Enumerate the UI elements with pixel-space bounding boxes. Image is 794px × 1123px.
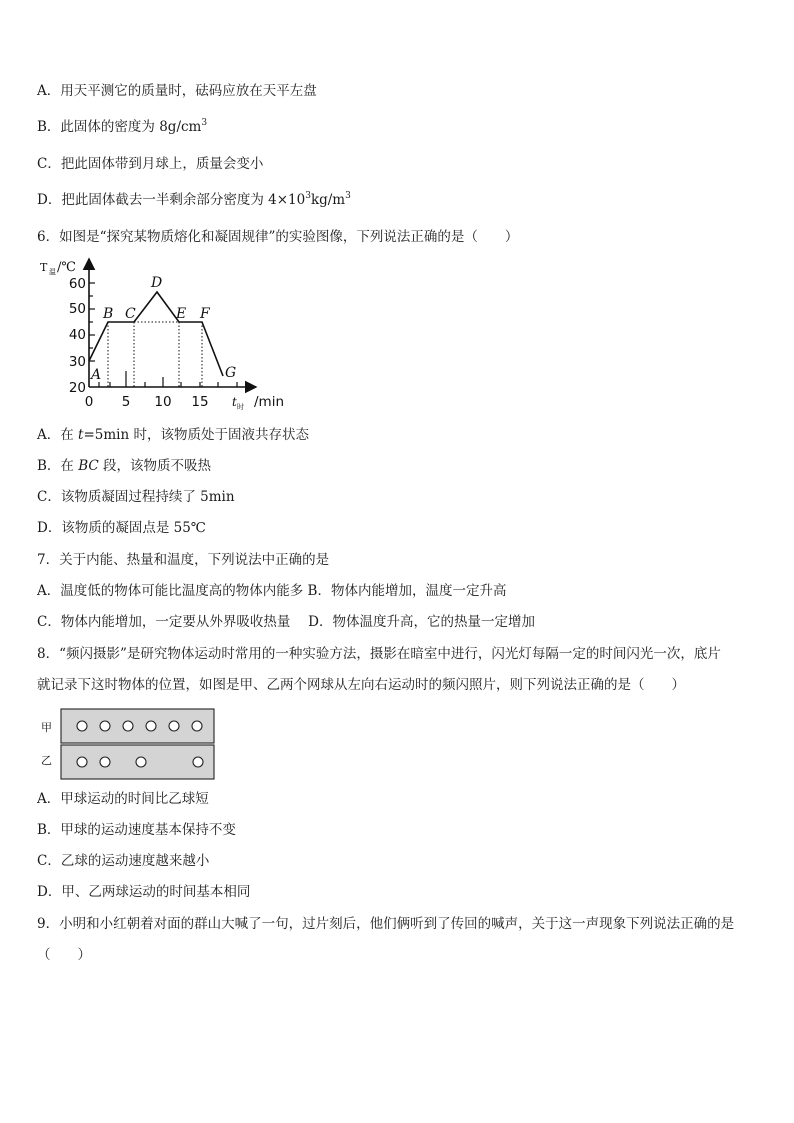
q8-option-d: D．甲、乙两球运动的时间基本相同	[37, 884, 251, 900]
ball-jia-3	[123, 721, 133, 731]
q8-option-c: C．乙球的运动速度越来越小	[37, 853, 210, 869]
ball-yi-3	[136, 757, 146, 767]
point-label-d: D	[151, 275, 163, 291]
q7-stem: 7．关于内能、热量和温度，下列说法中正确的是	[37, 552, 330, 568]
point-label-f: F	[200, 306, 210, 322]
q5-option-d-text: D．把此固体截去一半剩余部分密度为 4×10	[37, 192, 306, 208]
ball-jia-6	[192, 721, 202, 731]
row-label-jia: 甲	[41, 721, 52, 734]
q5-option-d-unit: kg/m	[310, 192, 346, 208]
x-axis-unit: /min	[254, 394, 285, 410]
q6-option-b-post: 段，该物质不吸热	[98, 458, 212, 474]
x-axis-label: t	[232, 395, 237, 409]
point-label-b: B	[103, 306, 114, 322]
ball-jia-2	[100, 721, 110, 731]
point-label-e: E	[176, 306, 187, 322]
q5-option-b-exponent: 3	[201, 118, 208, 128]
q5-option-b	[37, 117, 207, 137]
y-axis-subscript: 温	[49, 268, 56, 276]
point-label-c: C	[125, 306, 136, 322]
ball-yi-4	[193, 757, 203, 767]
q6-option-d: D．该物质的凝固点是 55℃	[37, 520, 206, 536]
temperature-curve	[89, 292, 223, 376]
ball-jia-4	[146, 721, 156, 731]
x-axis-subscript: 时	[237, 403, 244, 411]
y-tick-40: 40	[68, 327, 86, 343]
melting-curve-graph	[34, 255, 304, 415]
x-tick-5: 5	[121, 394, 131, 410]
row-label-yi: 乙	[41, 754, 52, 767]
q6-option-c: C．该物质凝固过程持续了 5min	[37, 489, 235, 505]
q5-option-d	[37, 190, 351, 210]
q8-stem-line2: 就记录下这时物体的位置，如图是甲、乙两个网球从左向右运动时的频闪照片，则下列说法正确的是（ ）	[37, 677, 685, 693]
y-axis-label: T	[40, 261, 48, 274]
q5-option-d-unit-exponent: 3	[345, 191, 351, 201]
q6-option-a	[37, 425, 309, 445]
y-tick-50: 50	[68, 301, 86, 317]
q8-stem-line1: 8．“频闪摄影”是研究物体运动时常用的一种实验方法，摄影在暗室中进行，闪光灯每隔一定的时间闪光一次，底片	[37, 646, 721, 662]
point-label-a: A	[91, 367, 102, 383]
x-tick-10: 10	[154, 394, 172, 410]
q6-option-a-pre: A．在	[37, 427, 79, 443]
y-tick-30: 30	[68, 354, 86, 370]
q6-option-b	[37, 456, 211, 476]
q5-option-a: A．用天平测它的质量时，砝码应放在天平左盘	[37, 83, 317, 99]
y-axis-unit: /℃	[57, 260, 76, 275]
q6-option-b-var: BC	[78, 458, 99, 474]
q6-stem: 6．如图是“探究某物质熔化和凝固规律”的实验图像，下列说法正确的是（ ）	[37, 229, 519, 245]
q9-stem-line1: 9．小明和小红朝着对面的群山大喊了一句，过片刻后，他们俩听到了传回的喊声，关于这一声现象下列说法正确的是	[37, 916, 735, 932]
q9-stem-line2: （ ）	[37, 947, 91, 963]
q6-option-b-pre: B．在	[37, 458, 79, 474]
ball-jia-5	[169, 721, 179, 731]
ball-jia-1	[77, 721, 87, 731]
q8-option-a: A．甲球运动的时间比乙球短	[37, 791, 209, 807]
q5-option-b-text: B．此固体的密度为 8g/cm	[37, 119, 202, 135]
point-label-g: G	[225, 365, 237, 381]
strobe-photo-figure	[37, 706, 227, 782]
y-tick-60: 60	[68, 276, 86, 292]
ball-yi-1	[77, 757, 87, 767]
x-tick-0: 0	[84, 394, 94, 410]
q6-option-a-var: t	[78, 427, 84, 443]
q7-options-ab: A．温度低的物体可能比温度高的物体内能多 B．物体内能增加，温度一定升高	[37, 583, 507, 599]
q6-option-a-post: =5min 时，该物质处于固液共存状态	[83, 427, 309, 443]
q5-option-d-exponent: 3	[305, 191, 311, 201]
q5-option-c: C．把此固体带到月球上，质量会变小	[37, 156, 264, 172]
ball-yi-2	[100, 757, 110, 767]
y-tick-20: 20	[68, 380, 86, 396]
q7-options-cd: C．物体内能增加，一定要从外界吸收热量 D．物体温度升高，它的热量一定增加	[37, 614, 535, 630]
x-tick-15: 15	[191, 394, 209, 410]
q8-option-b: B．甲球的运动速度基本保持不变	[37, 822, 236, 838]
